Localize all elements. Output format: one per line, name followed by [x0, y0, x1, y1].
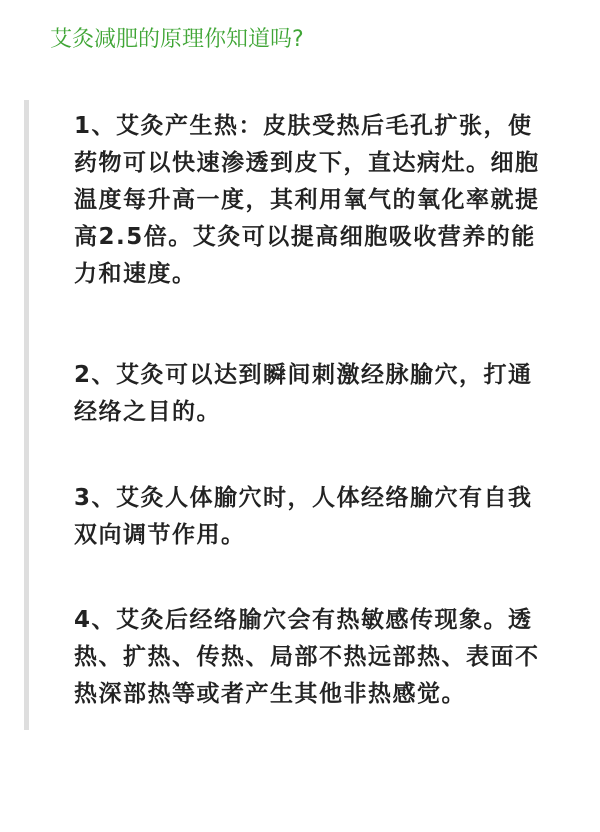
paragraph-3: 3、艾灸人体腧穴时，人体经络腧穴有自我双向调节作用。: [74, 485, 533, 548]
article-heading: 艾灸减肥的原理你知道吗?: [50, 27, 304, 52]
paragraph-2: 2、艾灸可以达到瞬间刺激经脉腧穴，打通经络之目的。: [74, 362, 533, 425]
blockquote: [24, 100, 564, 730]
paragraph-1: 1、艾灸产生热：皮肤受热后毛孔扩张，使药物可以快速渗透到皮下，直达病灶。细胞温度每升高一度，其利用氧气的氧化率就提高2.5倍。艾灸可以提高细胞吸收营养的能力和速度。: [74, 113, 540, 287]
paragraph-4: 4、艾灸后经络腧穴会有热敏感传现象。透热、扩热、传热、局部不热远部热、表面不热深部热等或者产生其他非热感觉。: [74, 607, 540, 707]
